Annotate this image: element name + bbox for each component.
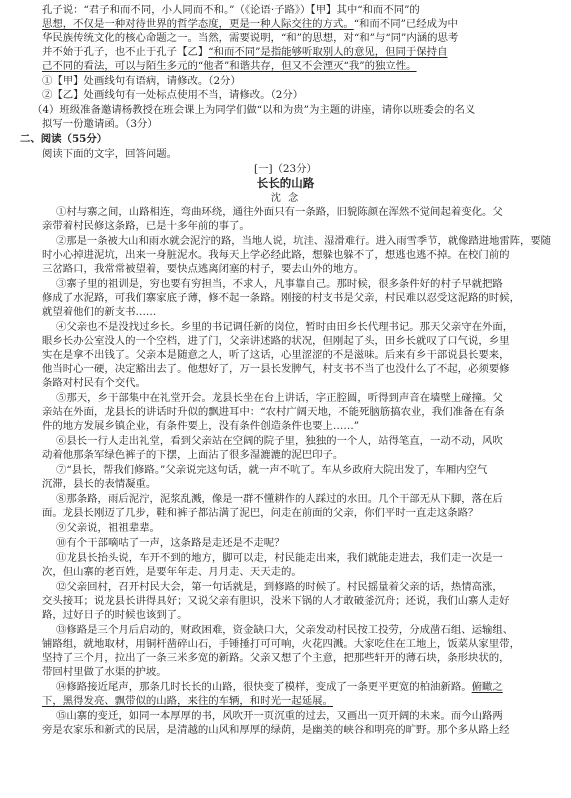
underlined-sentence-jia: 思想，不仅是一种对待世界的哲学态度，更是一种人际交往的方式。 [42, 18, 354, 30]
paragraph-3: ③寨子里的祖训是，穷也要有穷担当，不求人，凡事靠自己。那时候，很多条件好的村子早就把路 [56, 278, 503, 290]
paragraph-6: 动着他那条军绿色裤子的下摆，上面沾了很多湿漉漉的泥巴印子。 [42, 449, 344, 461]
paragraph-4: 他当时心一硬，决定豁出去了。他想好了，万一县长发脾气，村支书不当了也没什么了不起，必须要修 [42, 363, 510, 375]
paragraph-13: ⑬修路是三个月后启动的，财政困难，资金缺口大，父亲发动村民按工投劳，分成凿石组、运输组、 [56, 624, 514, 636]
paragraph-15: 旁是农家乐和新式的民居，是清越的山风和厚厚的绿荫，是幽美的峡谷和明亮的旷野。那个多从路上经 [42, 724, 510, 736]
paragraph-5: 亲站在外面，龙县长的讲话时升似的飘进耳中：“农村广阔天地，不能死脑筋搞农业，我们准备在有条 [42, 406, 505, 418]
paragraph-12: ⑫父亲回村，召开村民大会，第一句话就是，到修路的时候了。村民摇量着父亲的话，热情高涨， [56, 581, 503, 593]
paragraph-4: 眼乡长办公室没人的一个空档，进了门，父亲讲述路的状况，但刚起了头，田乡长就叹了口气说，乡里 [42, 335, 510, 347]
paragraph-3: 修成了水泥路，可我们寨家底子薄，修不起一条路。刚接的村支书是父亲，村民难以忍受这泥路的时候， [42, 292, 520, 304]
paragraph-4: 实在是拿不出钱了。父亲本是随意之人，听了这话，心里涩涩的不是滋味。后来有乡干部说县长要来， [42, 349, 510, 361]
question-text: 孔子说：“君子和而不同，小人同而不和。”（《论语·子路》）【甲】其中“和而不同”的 [42, 4, 420, 16]
paragraph-13: 铺路组，就地取材，用铜杆凿碎山石，手锤捶打可可响，火花四溅。大家吃住在工地上，饭菜从家里带， [42, 638, 520, 650]
underlined-sentence-yi: “和而不同”是指能够听取别人的意见，但同于保持自 [208, 46, 448, 58]
paragraph-12: 交头接耳；说龙县长讲得具好；又说父亲有胆识，没米下锅的人才敢破釜沉舟；还说，我们山寨人走好 [42, 595, 510, 607]
paragraph-2: 三岔路口，我常常被望着，要快点逃离闭塞的村子，要去山外的地方。 [42, 263, 365, 275]
paragraph-5: ⑤那天，乡干部集中在礼堂开会。龙县长坐在台上讲话，字正腔圆，听得到声音在墙壁上碰撞。父 [56, 392, 503, 404]
paragraph-3: 就望着他们的新支书…… [42, 306, 157, 318]
paragraph-4: ④父亲也不是没找过乡长。乡里的书记调任新的岗位，暂时由田乡长代理书记。那天父亲守在外面， [56, 321, 514, 333]
underlined-sentence-p14-cont: 下，黑得发亮、飘带似的山路，来往的车辆，和时光一起延展。 [42, 695, 333, 707]
paragraph-7: 沉滞，县长的表情凝重。 [42, 478, 157, 490]
paragraph-13: 坚持了三个月，拉出了一条三米多宽的新路。父亲又想了个主意，把那些轩开的薄石块，条形块状的， [42, 652, 510, 664]
article-author: 沈 念 [270, 193, 301, 204]
paragraph-12: 路，过好日子的时候也该到了。 [42, 609, 188, 621]
sub-question-1: ①【甲】处画线句有语病，请修改。（2分） [42, 75, 241, 87]
question-text: 思想，不仅是一种对待世界的哲学态度，更是一种人际交往的方式。“和而不同”已经成为中 [42, 18, 458, 30]
section-instruction: 阅读下面的文字，回答问题。 [42, 148, 178, 160]
paragraph-5: 件的地方发展乡镇企业，有条件要上，没有条件创造条件也要上……” [42, 420, 360, 432]
paragraph-4: 条路对村民有个交代。 [42, 377, 146, 389]
question-text: 华民族传统文化的核心命题之一。当然，需要说明，“和”的思想，对“和”与“同”内涵的思考 [42, 32, 459, 44]
paragraph-9: ⑨父亲说，祖祖辈辈。 [56, 522, 160, 534]
paragraph-14 [0, 695, 571, 708]
paragraph-14: ⑭修路接近尾声，那条几时长长的山路，很快变了模样，变成了一条更平更宽的柏油新路。俯瞰之 [56, 681, 503, 693]
question-text: 并不始于孔子，也不止于孔子【乙】“和而不同”是指能够听取别人的意见，但同于保持自 [42, 46, 448, 58]
underlined-sentence-p14: 俯瞰之 [471, 681, 503, 693]
paragraph-15: ⑮山寨的变迁，如同一本厚厚的书，风吹开一页沉重的过去，又画出一页开阔的未来。而今山路两 [56, 710, 503, 722]
paragraph-2: 时小心掉进泥坑，出来一身脏泥水。我每天上学必经此路，想躲也躲不了，想逃也逃不掉。在校门前的 [42, 249, 510, 261]
paragraph-11: ⑪龙县长抬头说，车开不到的地方，脚可以走，村民能走出来，我们就能走进去，我们走一次是一 [56, 552, 503, 564]
paragraph-10: ⑩有个干部嘀咕了一声，这条路是走还是不走呢？ [56, 537, 285, 549]
paragraph-7: ⑦“县长，帮我们修路。”父亲说完这句话，就一声不吭了。车从乡政府大院出发了，车厢内空气 [56, 464, 488, 476]
underlined-sentence-yi-cont: 己不同的看法，可以与陌生多元的“他者”和谐共存，但又不会湮灭“我”的独立性。 [42, 60, 417, 72]
paragraph-6: ⑥县长一行人走出礼堂，看到父亲站在空阔的院子里，独独的一个人，站得笔直，一动不动，风吹 [56, 435, 503, 447]
paragraph-2: ②那是一条被大山和雨水就会泥泞的路，当地人说，坑洼、湿滑难行。进入雨雪季节，就像踏进地雷阵，要随 [56, 235, 551, 247]
question-text [0, 60, 571, 73]
paragraph-11: 次，但山寨的老百姓，是要年年走、月月走、天天走的。 [42, 566, 302, 578]
part-label: [一]（23分） [254, 163, 317, 175]
question-4-cont: 拟写一份邀请函。（3分） [42, 118, 158, 130]
paragraph-1: 亲带着村民修这条路，已是十多年前的事了。 [42, 220, 250, 232]
paragraph-8: ⑧那条路，雨后泥泞，泥浆乱溅，像是一群不懂耕作的人踩过的水田。几个干部无从下脚，落在后 [56, 493, 503, 505]
paragraph-8: 面。龙县长刚迈了几步，鞋和裤子都沾满了泥巴，问走在前面的父亲，你们平时一直走这条路？ [42, 507, 479, 519]
paragraph-13: 带回村里做了水渠的护坡。 [42, 666, 167, 678]
article-title: 长长的山路 [256, 176, 315, 190]
paragraph-1: ①村与寨之间，山路相连，弯曲环绕，通往外面只有一条路，旧貌陈颜在浑然不觉间起着变化。父 [56, 206, 503, 218]
question-4: （4）班级准备邀请杨教授在班会课上为同学们做“以和为贵”为主题的讲座，请你以班委会的名义 [32, 104, 476, 116]
sub-question-2: ②【乙】处画线句有一处标点使用不当，请修改。（2分） [42, 89, 304, 101]
section-heading: 二、阅读（55分） [20, 133, 108, 145]
